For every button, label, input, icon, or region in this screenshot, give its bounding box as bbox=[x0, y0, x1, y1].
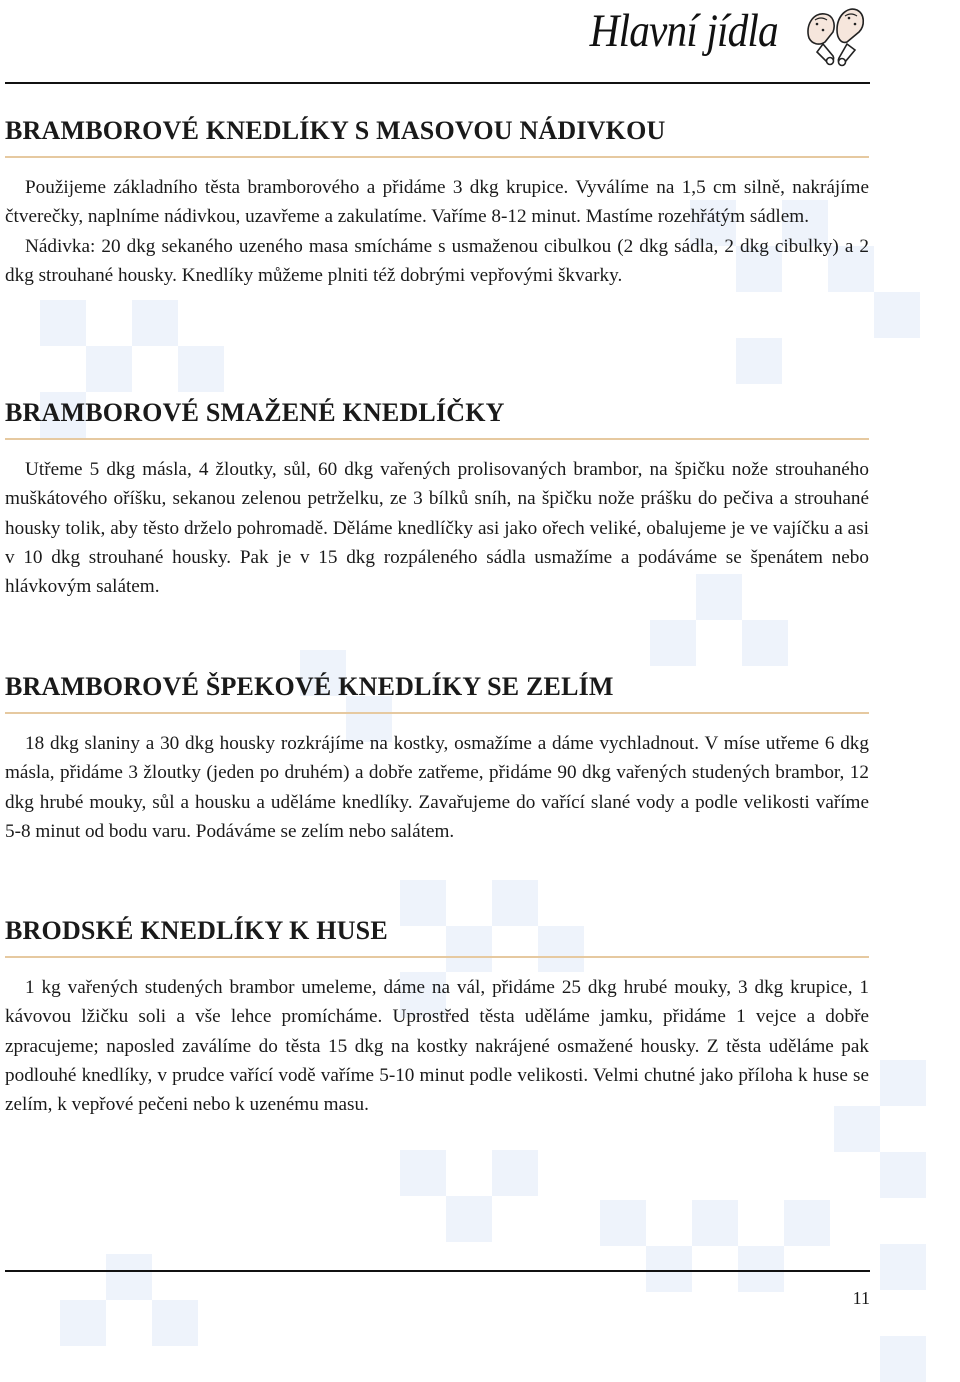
recipe-brodske-knedliky-k-huse bbox=[5, 916, 869, 1119]
roast-poultry-icon bbox=[803, 2, 867, 68]
page-number: 11 bbox=[852, 1288, 870, 1308]
page-title: Hlavní jídla bbox=[589, 5, 778, 57]
recipe-text bbox=[5, 973, 869, 1119]
title-divider bbox=[5, 438, 869, 440]
recipe-text bbox=[5, 455, 869, 601]
recipe-title: BRAMBOROVÉ KNEDLÍKY S MASOVOU NÁDIVKOU bbox=[5, 116, 666, 145]
recipe-bramborove-knedliky-s-masovou-nadivkou bbox=[5, 116, 869, 290]
recipe-paragraph: Utřeme 5 dkg másla, 4 žloutky, sůl, 60 dkg vařených prolisovaných brambor, na špičku nože strouhaného muškátového oříšku, sekanou zelenou petrželku, ze 3 bílků sníh, na špičku nože prášku do pečiva a strouhané housky tolik, aby těsto drželo pohromadě. Děláme knedlíčky asi jako ořech veliké, obalujeme je ve vajíčku a asi v 10 dkg strouhané housky. Pak je v 15 dkg rozpáleného sádla usmažíme a podáváme se špenátem nebo hlávkovým salátem. bbox=[5, 459, 869, 598]
recipe-text bbox=[5, 173, 869, 290]
recipe-title: BRAMBOROVÉ SMAŽENÉ KNEDLÍČKY bbox=[5, 398, 505, 427]
recipe-text bbox=[5, 729, 869, 846]
recipe-paragraph: 18 dkg slaniny a 30 dkg housky rozkrájíme na kostky, osmažíme a dáme vychladnout. V míse utřeme 6 dkg másla, přidáme 3 žloutky (jeden po druhém) a dobře zatřeme, přidáme 90 dkg vařených studených brambor, 12 dkg hrubé mouky, sůl a housku a uděláme knedlíky. Zavařujeme do vařící slané vody a podle velikosti vaříme 5-8 minut od bodu varu. Podáváme se zelím nebo salátem. bbox=[5, 733, 869, 842]
recipe-bramborove-spekove-knedliky-se-zelim bbox=[5, 672, 869, 846]
title-divider bbox=[5, 712, 869, 714]
recipe-paragraph: 1 kg vařených studených brambor umeleme, dáme na vál, přidáme 25 dkg hrubé mouky, 3 dkg krupice, 1 kávovou lžičku soli a vše lehce promícháme. Uprostřed těsta uděláme jamku, přidáme 1 vejce a dobře zpracujeme; naposled zaválíme do těsta 15 dkg na kostky nakrájené osmažené housky. Z těsta uděláme pak podlouhé knedlíky, v prudce vařící vodě vaříme 5-10 minut podle velikosti. Velmi chutné jako příloha k huse se zelím, k vepřové pečeni nebo k uzenému masu. bbox=[5, 977, 869, 1116]
recipe-title: BRODSKÉ KNEDLÍKY K HUSE bbox=[5, 916, 388, 945]
recipe-bramborove-smazene-knedlicky bbox=[5, 398, 869, 601]
recipe-paragraph: Použijeme základního těsta bramborového a přidáme 3 dkg krupice. Vyválíme na 1,5 cm silně, nakrájíme čtverečky, naplníme nádivkou, uzavřeme a zakulatíme. Vaříme 8-12 minut. Mastíme rozehřátým sádlem. bbox=[5, 177, 869, 228]
title-divider bbox=[5, 156, 869, 158]
footer-divider bbox=[5, 1270, 870, 1272]
recipe-paragraph: Nádivka: 20 dkg sekaného uzeného masa smícháme s usmaženou cibulkou (2 dkg sádla, 2 dkg cibulky) a 2 dkg strouhané housky. Knedlíky můžeme plniti též dobrými vepřovými škvarky. bbox=[5, 235, 869, 286]
title-divider bbox=[5, 956, 869, 958]
page-header bbox=[0, 0, 960, 90]
header-divider bbox=[5, 82, 870, 84]
recipe-title: BRAMBOROVÉ ŠPEKOVÉ KNEDLÍKY SE ZELÍM bbox=[5, 672, 614, 701]
